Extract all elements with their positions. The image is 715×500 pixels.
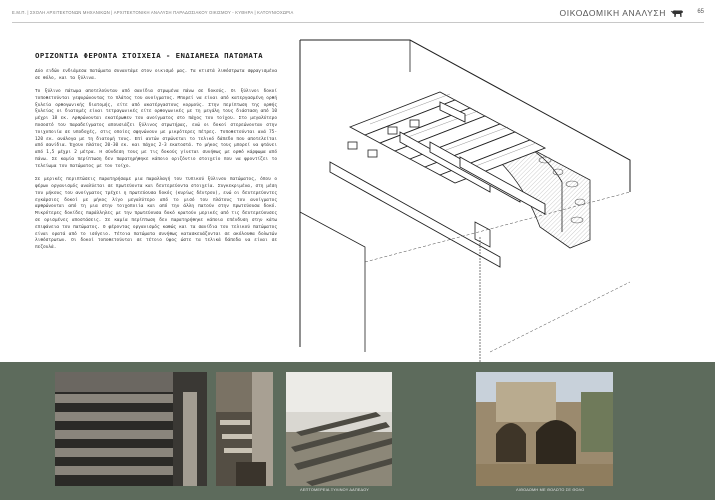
caption-stone-vault: ΛΙΘΟΔΟΜΗ ΜΕ ΘΟΛΩΤΟ ΣΕ ΘΟΛΟ [516,488,585,492]
header-path: Ε.Μ.Π. | ΣΧΟΛΗ ΑΡΧΙΤΕΚΤΟΝΩΝ ΜΗΧΑΝΙΚΩΝ | ΑΡΧΙΤΕΚΤΟΝΙΚΗ ΑΝΑΛΥΣΗ ΠΑΡΑΔΟΣΙΑΚΟΥ ΟΙΚΙΣΜΟΥ - ΚΥΘΗΡΑ | ΚΑΤΟΥΝΙΟΧΩΡΙΑ [12,10,294,15]
page-number: 65 [697,9,704,15]
page-header [12,8,704,22]
header-divider [12,22,704,23]
article-body [35,69,277,258]
caption-wood-floor: ΛΕΠΤΟΜΕΡΕΙΑ ΞΥΛΙΝΟΥ ΔΑΠΕΔΟΥ [300,488,369,492]
floor-joists-photo-3 [286,372,392,486]
article-title: ΟΡΙΖΟΝΤΙΑ ΦΕΡΟΝΤΑ ΣΤΟΙΧΕΙΑ - ΕΝΔΙΑΜΕΣΑ ΠΑΤΩΜΑΤΑ [35,51,263,60]
section-title: ΟΙΚΟΔΟΜΙΚΗ ΑΝΑΛΥΣΗ [559,8,666,18]
floor-joists-photo-1 [55,372,207,486]
paragraph: Δύο ειδών ενδιάμεσα πατώματα συναντάμε στον οικισμό μας. Τα κτιστά λιθόστρωτα σφραγισμένα σε θόλο, και τα ξύλινα. [35,69,277,81]
vaulted-stone-building-photo [476,372,613,486]
isometric-floor-construction-drawing [290,32,642,362]
paragraph: Σε μερικές περιπτώσεις παρατηρήσαμε μια παραλλαγή του τυπικού ξύλινου πατώματος, όπου ο φέρων οργανισμός αναλύεται σε πρωτεύοντα και δευτερεύοντα στοιχεία. Συγκεκριμένα, στη μέση του μήκους του ανοίγματος τρέχει η πρωτεύουσα δοκός (κυρίως δέντρου), ενώ οι δευτερεύοντες εγκάρσιες δοκοί με μήκος λίγο μεγαλύτερο από το μισό του πλάτους του ανοίγματος αρθρώνονται από τη μια στην τοιχοποιία και από την άλλη πατούν στην πρωτεύουσα δοκό. Μικρότερες δοκίδες παράλληλες με την πρωτεύουσα δοκό κρατούν μερικές από τις δευτερεύουσες σε ορισμένες αποστάσεις. Σε καμία περίπτωση δεν παρατηρήθηκε κάποια επένδυση στην κάτω επιφάνεια του πατώματος. Ο φέροντας οργανισμός καθώς και τα σανίδια του τελικού πατώματος είναι ορατά από το ισόγειο. Τέτοια πατώματα συνήθως κατασκευάζονται σε ακόλουθα δολωτών λιθόστρωτων. Οι δοκοί τοποθετούνται σε τέτοιο ύψος ώστε τα τελικά δάπεδα να είναι σε πεζουλά. [35,177,277,251]
floor-joists-photo-2 [216,372,273,486]
paragraph: Το ξύλινο πάτωμα αποτελούνταν από σανίδια στρωμένα πάνω σε δοκούς. Οι ξύλινοι δοκοί τοποθετούνται γεφυρώνοντας το πλάτος του ανοίγματος. Μπορεί να είναι από κατεργασμένη ορθή ξυλεία ορθογωνικής διατομής, είτε από ακατέργαστους κορμούς. Στην περίπτωση της ορθής ξυλείας οι διατομές είναι τετραγωνικές είτε ορθογωνικές με τη μεγάλη τους διάσταση από 10 μέχρι 18 εκ. Αρθρώνονται εκατέρωθεν του ανοίγματος στο πάχος του τοίχου. Στο μεγαλύτερο ποσοστό του παραδείγματος απουσιάζει ξύλινος στρωτήρας, ενώ οι δοκοί στερεώνονταν στην τοιχοποιία σε υποδοχές, στις οποίες σφηνώνουν με μικρότερες πέτρες. Τοποθετούνται ανά 75-120 εκ. ανάλογα με τη διατομή τους. Επί αυτών στρώνεται το τελικό δάπεδο που αποτελείται από σανίδια. Έχουν πλάτος 20-30 εκ. και πάχος 2-3 εκατοστά. Το μήκος τους μπορεί να φτάνει από 1,5 μέχρι 2 μέτρα. Η σύνδεση τους με τις δοκούς γίνεται συνήθως με ορθό κάρφωμα από πάνω. Σε καμία περίπτωση δεν παρατηρήθηκε κάποιο οριζόντιο στοιχείο που να φροντίζει το τελείωμα του πατώματος με τον τοίχο. [35,89,277,169]
animal-logo-icon [670,9,684,18]
photo-gallery [0,362,715,500]
